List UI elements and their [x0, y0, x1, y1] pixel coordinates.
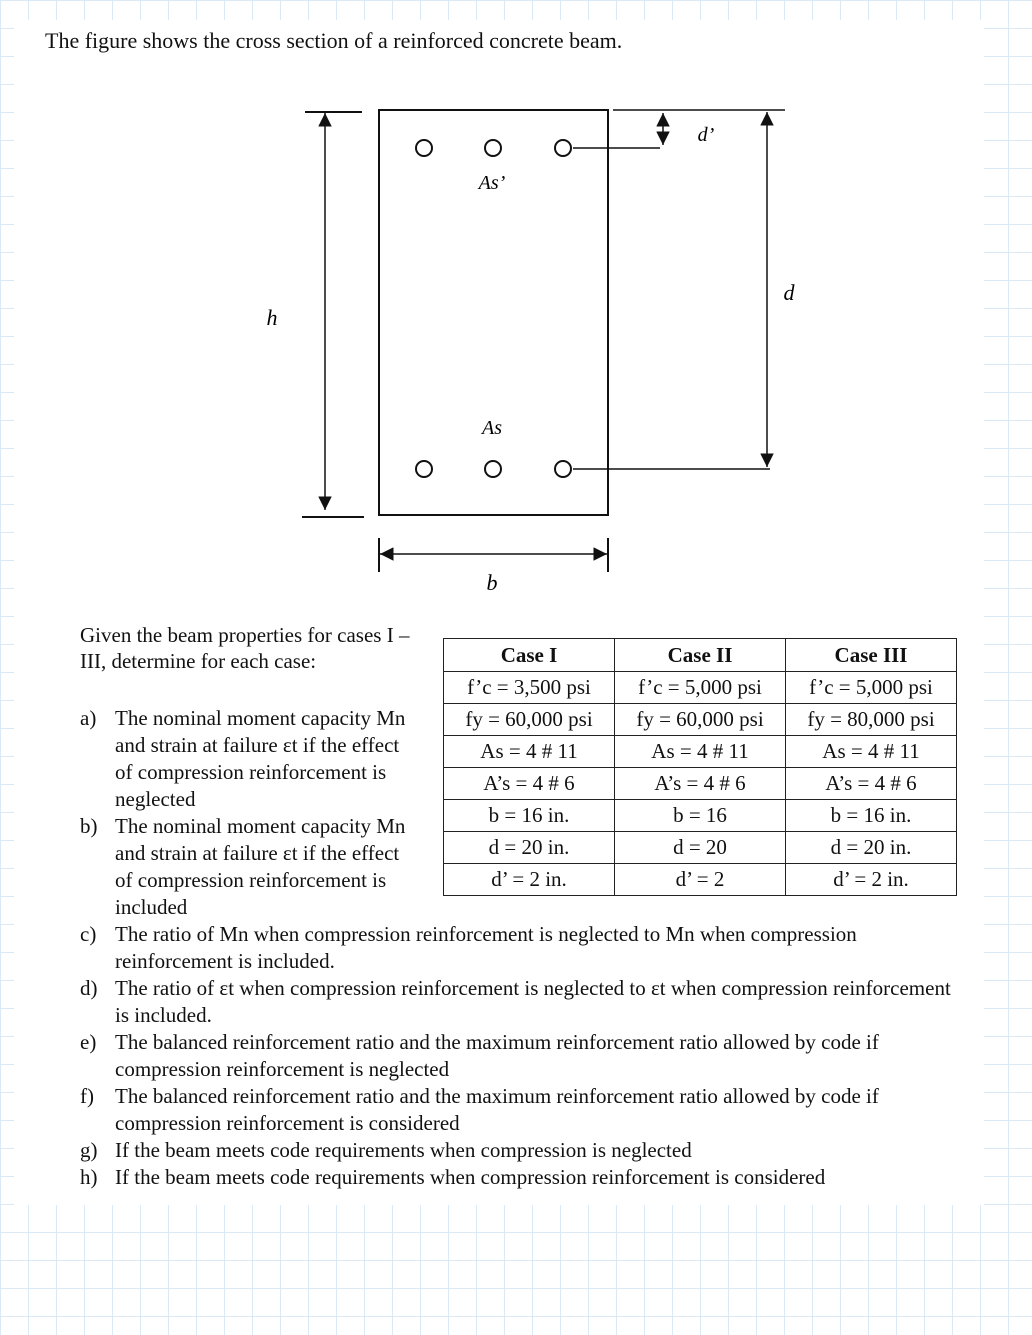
header-case-1: Case I: [444, 639, 615, 672]
question-marker: c): [80, 922, 97, 946]
d-prime-label: d’: [697, 124, 715, 146]
table-cell: A’s = 4 # 6: [786, 768, 957, 800]
table-cell: d = 20 in.: [786, 832, 957, 864]
table-cell: b = 16: [615, 800, 786, 832]
top-bar: [416, 140, 432, 156]
beam-section-rect: [379, 110, 608, 515]
question-marker: g): [80, 1138, 98, 1162]
as-label: As: [482, 417, 502, 439]
question-marker: f): [80, 1084, 94, 1108]
table-cell: f’c = 5,000 psi: [615, 672, 786, 704]
top-bar: [485, 140, 501, 156]
table-cell: d’ = 2 in.: [444, 864, 615, 896]
header-case-3: Case III: [786, 639, 957, 672]
question-marker: d): [80, 976, 98, 1000]
table-cell: As = 4 # 11: [615, 736, 786, 768]
list-item: [80, 975, 960, 1029]
top-bar: [555, 140, 571, 156]
question-text: The balanced reinforcement ratio and the maximum reinforcement ratio allowed by code if compression reinforcement is considered: [115, 1084, 879, 1135]
bottom-bar: [416, 461, 432, 477]
table-cell: d = 20: [615, 832, 786, 864]
table-cell: A’s = 4 # 6: [615, 768, 786, 800]
question-text: The balanced reinforcement ratio and the maximum reinforcement ratio allowed by code if compression reinforcement is neglected: [115, 1030, 879, 1081]
question-text: The ratio of εt when compression reinforcement is neglected to εt when compression reinforcement is included.: [115, 976, 951, 1027]
table-cell: f’c = 3,500 psi: [444, 672, 615, 704]
as-prime-label: As’: [478, 172, 506, 194]
table-header-row: [444, 639, 957, 672]
question-marker: b): [80, 814, 98, 838]
table-cell: fy = 60,000 psi: [615, 704, 786, 736]
intro-text: The figure shows the cross section of a reinforced concrete beam.: [45, 28, 623, 53]
table-cell: fy = 80,000 psi: [786, 704, 957, 736]
table-cell: f’c = 5,000 psi: [786, 672, 957, 704]
table-cell: d = 20 in.: [444, 832, 615, 864]
table-cell: b = 16 in.: [786, 800, 957, 832]
table-cell: b = 16 in.: [444, 800, 615, 832]
question-marker: a): [80, 706, 97, 730]
table-cell: d’ = 2 in.: [786, 864, 957, 896]
list-item: [80, 1083, 960, 1137]
table-cell: A’s = 4 # 6: [444, 768, 615, 800]
table-row: [444, 672, 957, 704]
beam-cross-section-figure: [0, 0, 1032, 640]
list-item: [80, 921, 960, 975]
table-cell: As = 4 # 11: [444, 736, 615, 768]
table-cell: d’ = 2: [615, 864, 786, 896]
b-label: b: [486, 570, 498, 595]
list-item: [80, 705, 415, 813]
given-text: Given the beam properties for cases I – III, determine for each case:: [80, 623, 410, 673]
question-text: The ratio of Mn when compression reinforcement is neglected to Mn when compression reinforcement is included.: [115, 922, 857, 973]
header-case-2: Case II: [615, 639, 786, 672]
bottom-bar: [555, 461, 571, 477]
list-item: [80, 1164, 960, 1191]
table-cell: fy = 60,000 psi: [444, 704, 615, 736]
question-text: The nominal moment capacity Mn and strain at failure εt if the effect of compression reinforcement is neglected: [115, 706, 406, 811]
question-list: [80, 705, 960, 1191]
question-text: If the beam meets code requirements when compression reinforcement is considered: [115, 1165, 826, 1189]
question-marker: h): [80, 1165, 98, 1189]
table-cell: As = 4 # 11: [786, 736, 957, 768]
bottom-bar: [485, 461, 501, 477]
question-marker: e): [80, 1030, 97, 1054]
question-text: The nominal moment capacity Mn and strain at failure εt if the effect of compression reinforcement is included: [115, 814, 406, 919]
list-item: [80, 813, 415, 921]
h-label: h: [266, 305, 278, 330]
d-label: d: [783, 280, 795, 305]
list-item: [80, 1137, 960, 1164]
list-item: [80, 1029, 960, 1083]
question-text: If the beam meets code requirements when compression is neglected: [115, 1138, 692, 1162]
